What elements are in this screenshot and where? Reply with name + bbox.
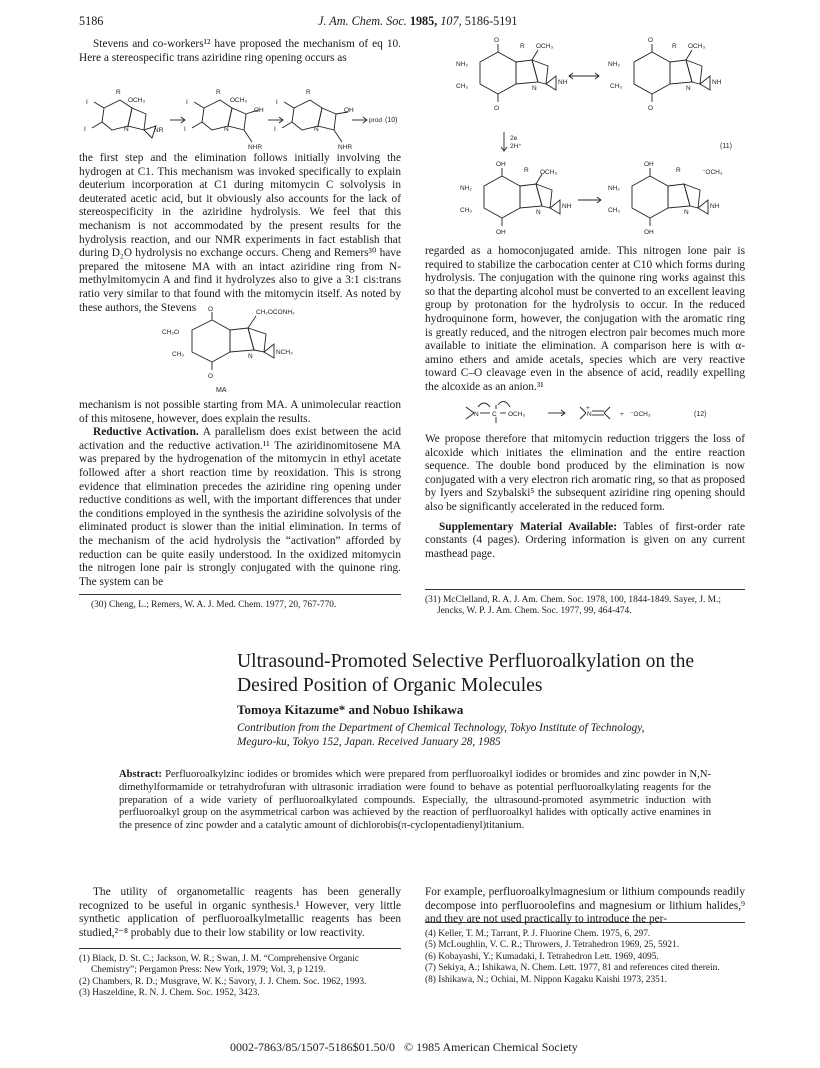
journal-name: J. Am. Chem. Soc. (318, 14, 407, 28)
article-footnotes-right (425, 929, 745, 986)
svg-text:CH₂OCONH₂: CH₂OCONH₂ (256, 309, 295, 316)
svg-text:N: N (536, 209, 541, 216)
journal-volume: 107, (440, 14, 462, 28)
svg-text:O: O (648, 105, 654, 112)
eq11-quinone-1 (456, 37, 568, 112)
svg-text:O: O (494, 37, 500, 44)
svg-text:I: I (84, 126, 86, 133)
svg-text:O: O (208, 306, 214, 313)
eq12-label: (12) (694, 411, 707, 418)
svg-text:N: N (248, 353, 253, 360)
footnote-6: (6) Kobayashi, Y.; Kumadaki, I. Tetrahedron Lett. 1969, 4095. (425, 951, 659, 962)
svg-text:NH: NH (558, 79, 568, 86)
svg-text:R: R (524, 167, 529, 174)
running-header (318, 14, 518, 29)
svg-text:I: I (86, 99, 88, 106)
eq11-quinone-2 (608, 37, 722, 112)
svg-text:OH: OH (344, 107, 354, 114)
svg-text:N: N (686, 85, 691, 92)
right-para-1: regarded as a homoconjugated amide. This nitrogen lone pair is required to stabilize the carbocation center at C10 which forms during hydrolysis. The conjugation with the quinone ring works against this so that the departing alcohol must be converted to an excellent leaving group by protonation for the hydrolysis to occur. In the reduced hydroquinone form, however, the conjugation with the aromatic ring is greatly reduced, and the nitrogen electron pair becomes much more available to initiate the elimination. A comparison here is with α-amino ethers and amide acetals, species which are very reactive toward C–O cleavage even in the absence of acid, readily expelling the alcoxide as an anion.³¹ (425, 245, 745, 393)
svg-text:N: N (684, 209, 689, 216)
eq11-label: (11) (720, 143, 732, 150)
footnote-2: (2) Chambers, R. D.; Musgrave, W. K.; Savory, J. J. Chem. Soc. 1962, 1993. (79, 976, 367, 987)
svg-text:OH: OH (644, 229, 654, 236)
footnote-8: (8) Ishikawa, N.; Ochiai, M. Nippon Kagaku Kaishi 1973, 2351. (425, 974, 667, 985)
abstract-heading: Abstract: (119, 769, 162, 780)
svg-text:OCH₃: OCH₃ (128, 97, 146, 104)
svg-text:+: + (586, 405, 590, 412)
svg-text:R: R (520, 43, 525, 50)
svg-text:CH₃: CH₃ (456, 83, 469, 90)
svg-text:NH: NH (710, 203, 720, 210)
article-authors: Tomoya Kitazume* and Nobuo Ishikawa (237, 702, 464, 717)
svg-text:NH₂: NH₂ (460, 185, 472, 192)
footnote-31: (31) McClelland, R. A. J. Am. Chem. Soc. 1978, 100, 1844-1849. Sayer, J. M.; Jencks, W. P. J. Am. Chem. Soc. 1977, 99, 464-474. (425, 595, 721, 617)
article-abstract: Abstract: Perfluoroalkylzinc iodides or bromides which were prepared from perfluoroalkyl iodides or bromides and zinc powder in N,N-dimethylformamide or tetrahydrofuran with ultrasonic irradiation were found to behave as potential perfluoroalkylating reagents for the preparation of a wide variety of perfluoroalkylated compounds. Especially, the ultrasound-promoted asymmetric induction with perfluoroalkyl group on the asymmetrical carbon was achieved by the reaction of perfluoroalkyl halides with optically active enamines in the presence of zinc powder and a catalytic amount of dichlorobis(π-cyclopentadienyl)titanium. (119, 769, 711, 832)
footnote-1: (1) Black, D. St. C.; Jackson, W. R.; Swan, J. M. “Comprehensive Organic Chemistry”; Pergamon Press: New York, 1979; Vol. 3, p 1219. (79, 954, 360, 976)
svg-text:NH: NH (712, 79, 722, 86)
right-footnote-rule (425, 589, 745, 590)
svg-text:N: N (474, 411, 479, 418)
svg-text:NHR: NHR (338, 144, 353, 151)
svg-text:NH₂: NH₂ (608, 185, 620, 192)
footnote-5: (5) McLoughlin, V. C. R.; Throwers, J. Tetrahedron 1969, 25, 5921. (425, 940, 680, 951)
svg-text:OCH₃: OCH₃ (230, 97, 248, 104)
left-para-3: mechanism is not possible starting from MA. A unimolecular reaction of this mitosene, however, does explain the results. Reductive Activation. A parallelism does exist between the acid activation and the reductive activation.¹¹ The aziridinomitosene MA was prepared by the hydrogenation of the mitomycin in ethyl acetate followed after a short reaction time by reoxidation. This is strong evidence that elimination precedes the aziridine ring opening under reductive conditions as well, with the important differences that under the conditions employed in the synthesis the aziridine solvolysis of the eliminated product is slower than the initial elimination. In terms of the mechanism of the acid hydrolysis the “activation” afforded by reduction can be quite easily understood. In the oxidized mitomycin the nitrogen lone pair is strongly conjugated with the quinone ring. The system can be (79, 399, 401, 588)
svg-text:CH₃: CH₃ (610, 83, 623, 90)
article-affiliation: Contribution from the Department of Chemical Technology, Tokyo Institute of Technology, Meguro-ku, Tokyo 152, Japan. Received January 28, 1985 (237, 722, 645, 748)
svg-text:OCH₃: OCH₃ (508, 411, 526, 418)
article-body-right: For example, perfluoroalkylmagnesium or lithium compounds readily decompose into perfluoroolefins and magnesium or lithium halides,⁹ and they are not used practically to introduce the per- (425, 886, 745, 926)
article-footnotes-left (79, 954, 401, 1000)
svg-text:N: N (532, 85, 537, 92)
eq11-hydroquinone-2 (608, 161, 723, 236)
article-body-left: The utility of organometallic reagents has been generally recognized to be useful in organic synthesis.¹ However, very little synthetic application of perfluoroalkylmetallic reagents has been studied,²⁻⁸ probably due to their low stability or low reactivity. (79, 886, 401, 939)
eq11-reagent-electrons: 2e (510, 135, 518, 142)
svg-text:OH: OH (644, 161, 654, 168)
ma-structure (150, 306, 350, 394)
supplementary-heading: Supplementary Material Available: (439, 520, 618, 533)
svg-text:OCH₃: OCH₃ (536, 43, 554, 50)
page-number: 5186 (79, 14, 104, 28)
svg-text:OH: OH (496, 229, 506, 236)
svg-text:I: I (274, 126, 276, 133)
svg-text:CH₃: CH₃ (460, 207, 473, 214)
eq11-scheme (420, 34, 750, 238)
svg-text:NH₂: NH₂ (608, 61, 620, 68)
svg-text:NH₂: NH₂ (456, 61, 468, 68)
svg-text:OCH₃: OCH₃ (540, 169, 558, 176)
svg-text:OH: OH (496, 161, 506, 168)
svg-text:C: C (492, 411, 497, 418)
left-para-2: the first step and the elimination follows initially involving the hydrogen at C1. This mechanism was invoked specifically to explain deuterium incorporation at C1 during mitomycin C solvolysis in deuterated acetic acid, but it obviously also accounts for the lack of stereospecificity in the aziridine hydrolysis. We feel that this mechanism is not accommodated by the present results for the hydrolysis reaction, and our NMR experiments in fact establish that during D₂O hydrolysis no exchange occurs. Cheng and Remers³⁰ have prepared the mitosene MA with an intact aziridine ring from N-methylmitomycin A and find it hydrolyzes also to give a 3:1 cis:trans ratio very similar to that found with the mitomycin itself. As noted by these authors, the Stevens (79, 152, 401, 314)
right-para-2: We propose therefore that mitomycin reduction triggers the loss of alcoxide which initiates the elimination and the entire reaction sequence. The double bond produced by the elimination is now conjugated with a very electron rich aromatic ring, so that as proposed by Iyers and Szybalski⁵ the subsequent aziridine ring opening should also be significantly accelerated in the reduced form. Supplementary Material Available: Tables of first-order rate constants (4 pages). Ordering information is given on any current masthead page. (425, 433, 745, 560)
eq10-molecule-3 (274, 89, 354, 151)
page-footer: 0002-7863/85/1507-5186$01.50/0 © 1985 American Chemical Society (230, 1040, 578, 1054)
svg-text:I: I (186, 99, 188, 106)
article-left-footnote-rule (79, 948, 401, 949)
eq10-molecule-1 (84, 89, 164, 138)
left-para-1: Stevens and co-workers¹² have proposed the mechanism of eq 10. Here a stereospecific trans aziridine ring opening occurs as (79, 38, 401, 64)
footnote-7: (7) Sekiya, A.; Ishikawa, N. Chem. Lett. 1977, 81 and references cited therein. (425, 963, 720, 974)
reductive-activation-heading: Reductive Activation. (93, 426, 199, 439)
eq12-reactant (466, 401, 525, 423)
svg-text:NR: NR (154, 127, 164, 134)
svg-text:OH: OH (254, 107, 264, 114)
svg-text:OCH₃: OCH₃ (688, 43, 706, 50)
eq10-molecule-2 (184, 89, 264, 151)
svg-text:NH: NH (562, 203, 572, 210)
svg-text:R: R (216, 89, 221, 96)
journal-pages: 5186-5191 (464, 14, 518, 28)
svg-text:R: R (306, 89, 311, 96)
eq10-scheme (82, 86, 402, 152)
eq12-product (580, 405, 651, 419)
svg-text:+: + (620, 411, 624, 418)
ma-label: MA (216, 387, 227, 394)
ma-molecule (162, 306, 295, 394)
svg-text:CH₃O: CH₃O (162, 329, 180, 336)
eq11-hydroquinone-1 (460, 161, 572, 236)
footnote-3: (3) Haszeldine, R. N. J. Chem. Soc. 1952, 3423. (79, 988, 260, 999)
eq10-label: (10) (385, 117, 398, 124)
svg-text:N: N (587, 411, 592, 418)
left-footnote-rule (79, 594, 401, 595)
footnote-30: (30) Cheng, L.; Remers, W. A. J. Med. Chem. 1977, 20, 767-770. (91, 600, 337, 610)
article-title: Ultrasound-Promoted Selective Perfluoroalkylation on the Desired Position of Organic Molecules (237, 651, 695, 696)
svg-text:CH₃: CH₃ (172, 351, 185, 358)
svg-text:N: N (314, 126, 319, 133)
eq12-scheme (460, 395, 720, 429)
eq11-reagent-protons: 2H⁺ (510, 143, 522, 150)
svg-text:NCH₃: NCH₃ (276, 349, 293, 356)
journal-year: 1985, (409, 14, 438, 28)
svg-text:I: I (276, 99, 278, 106)
svg-text:R: R (116, 89, 121, 96)
svg-text:O: O (648, 37, 654, 44)
svg-text:N: N (224, 126, 229, 133)
svg-text:I: I (184, 126, 186, 133)
svg-text:O: O (494, 105, 500, 112)
svg-text:N: N (124, 126, 129, 133)
svg-text:⁻OCH₃: ⁻OCH₃ (630, 411, 651, 418)
eq10-product: prod (369, 117, 383, 124)
svg-text:⁻OCH₃: ⁻OCH₃ (702, 169, 723, 176)
footnote-4: (4) Keller, T. M.; Tarrant, P. J. Fluorine Chem. 1975, 6, 297. (425, 929, 651, 939)
svg-text:O: O (208, 373, 214, 380)
svg-text:R: R (676, 167, 681, 174)
svg-text:CH₃: CH₃ (608, 207, 621, 214)
svg-text:NHR: NHR (248, 144, 263, 151)
svg-text:R: R (672, 43, 677, 50)
article-right-footnote-rule (425, 922, 745, 923)
